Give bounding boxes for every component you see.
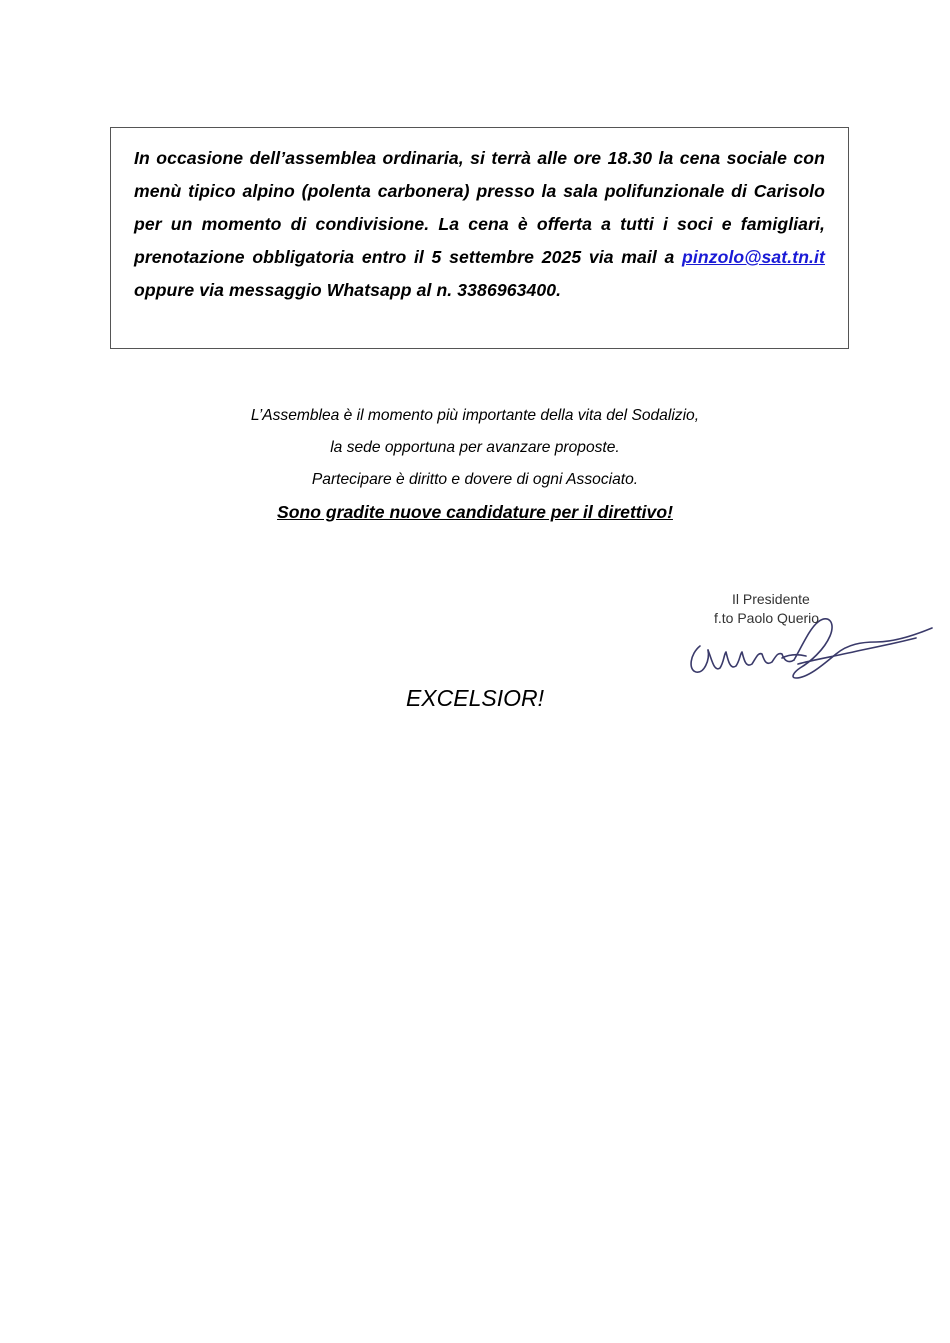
notice-text-end: oppure via messaggio Whatsapp al n. 3386963400. [134, 280, 562, 300]
email-link[interactable]: pinzolo@sat.tn.it [682, 247, 825, 267]
notice-box [110, 127, 849, 349]
closing-line-1: L’Assemblea è il momento più importante della vita del Sodalizio, [250, 407, 700, 424]
president-title: Il Presidente [732, 591, 810, 607]
closing-paragraph [0, 400, 950, 528]
notice-text-start: In occasione dell’assemblea ordinaria, si terrà alle ore 18.30 la cena sociale con menù tipico alpino (polenta carbonera) presso la sala polifunzionale di Carisolo per un momento di condivisione. La cena è offerta a tutti i soci e famigliari, prenotazione obbligatoria entro il 5 settembre 2025 via mail a [134, 148, 825, 267]
notice-text [134, 142, 825, 307]
candidature-appeal: Sono gradite nuove candidature per il direttivo! [277, 502, 673, 522]
signature-block [686, 588, 936, 688]
closing-line-3: Partecipare è diritto e dovere di ogni Associato. [311, 471, 639, 488]
motto: EXCELSIOR! [405, 685, 545, 711]
president-name: f.to Paolo Querio [714, 610, 820, 626]
closing-line-2: la sede opportuna per avanzare proposte. [330, 439, 620, 456]
